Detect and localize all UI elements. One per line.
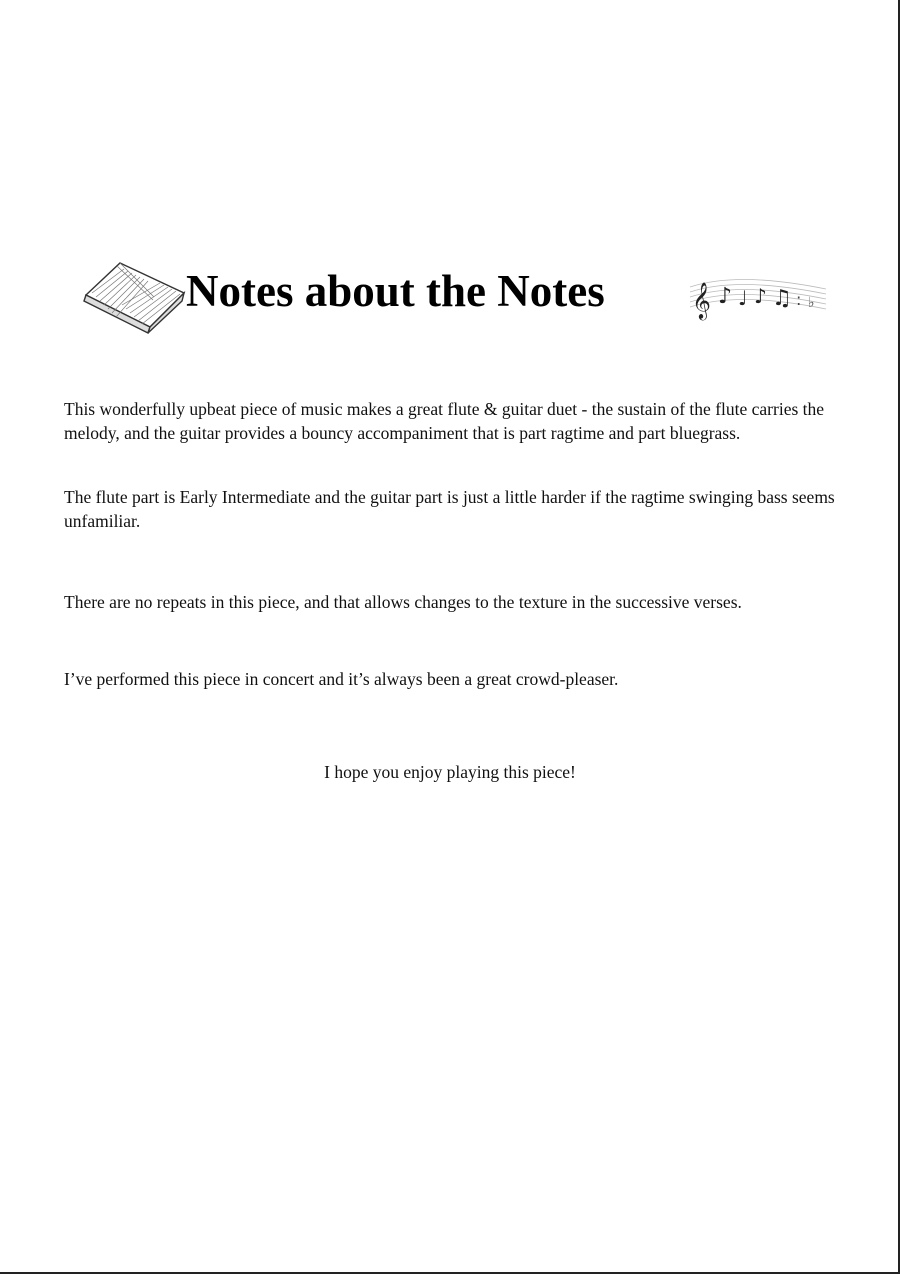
music-notes-icon xyxy=(688,265,828,321)
paragraph-intro: This wonderfully upbeat piece of music makes a great flute & guitar duet - the sustain of the flute carries the melody, and the guitar provides a bouncy accompaniment that is part ragtime and part bluegrass. xyxy=(64,399,825,443)
paragraph-performance: I’ve performed this piece in concert and it’s always been a great crowd-pleaser. xyxy=(64,669,619,689)
svg-text::: : xyxy=(796,290,802,309)
page-title: Notes about the Notes xyxy=(186,266,605,316)
svg-text:♭: ♭ xyxy=(808,295,815,311)
svg-text:♪: ♪ xyxy=(754,284,767,308)
closing-line: I hope you enjoy playing this piece! xyxy=(324,762,576,782)
paragraph-difficulty: The flute part is Early Intermediate and the guitar part is just a little harder if the ragtime swinging bass seems unfamiliar. xyxy=(64,487,835,531)
svg-text:♩: ♩ xyxy=(738,286,748,310)
svg-text:♫: ♫ xyxy=(772,286,792,311)
svg-text:♪: ♪ xyxy=(718,284,733,309)
paragraph-repeats: There are no repeats in this piece, and that allows changes to the texture in the successive verses. xyxy=(64,592,742,612)
svg-text:𝄞: 𝄞 xyxy=(692,281,711,319)
open-book-icon xyxy=(78,257,190,347)
page-header xyxy=(78,255,838,350)
